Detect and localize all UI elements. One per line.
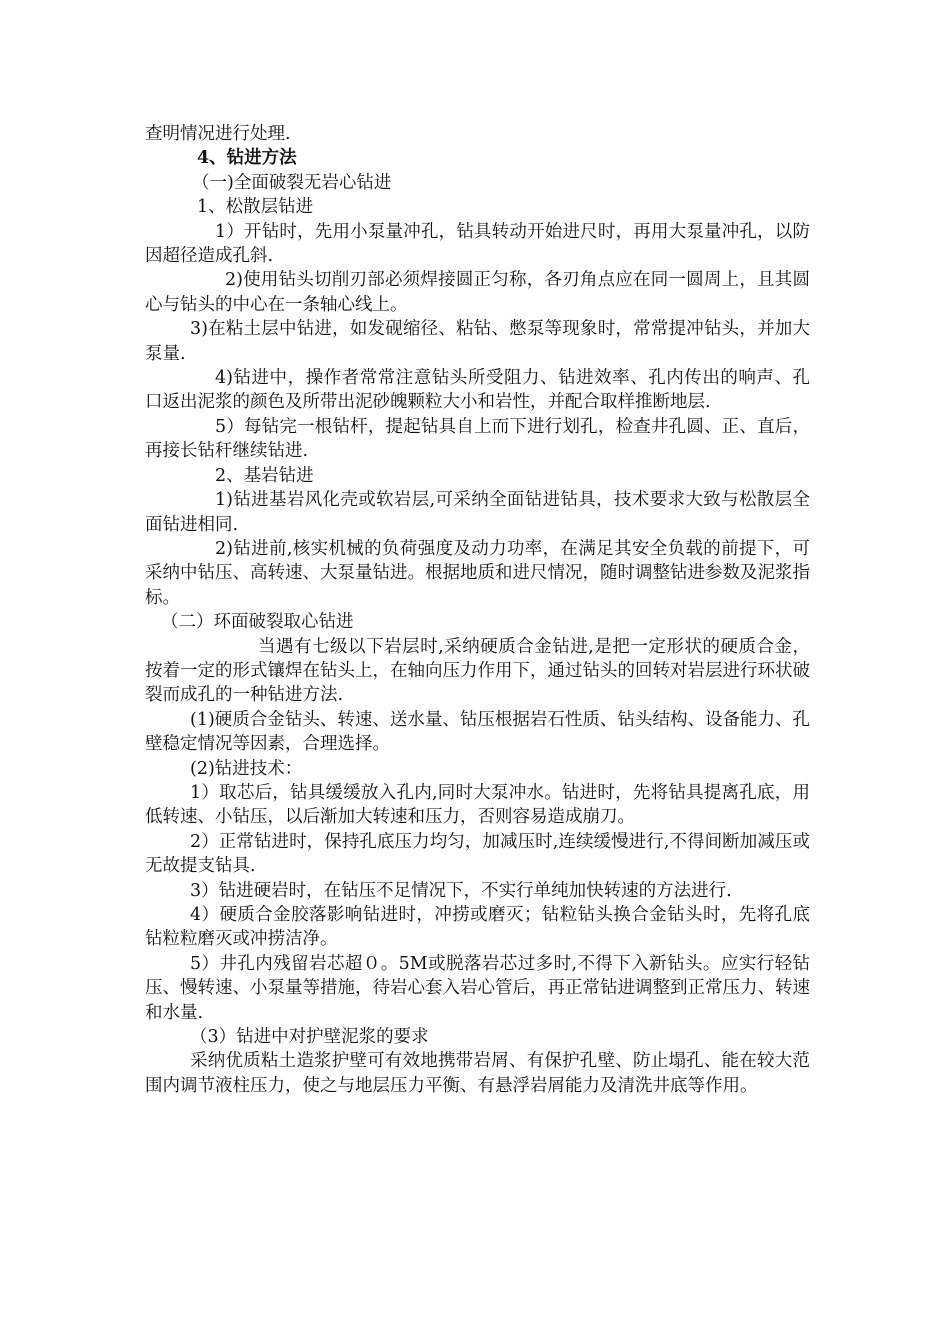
paragraph: 1、松散层钻进 bbox=[197, 197, 314, 218]
paragraph: 2)使用钻头切削刃部必须焊接圆正匀称，各刃角点应在同一圆周上，且其圆心与钻头的中心在一条轴心线上。 bbox=[145, 270, 810, 315]
paragraph: (1)硬质合金钻头、转速、送水量、钻压根据岩石性质、钻头结构、设备能力、孔壁稳定情况等因素，合理选择。 bbox=[145, 709, 810, 755]
paragraph: 1）取芯后，钻具缓缓放入孔内,同时大泵冲水。钻进时，先将钻具提离孔底，用低转速、小钻压，以后渐加大转速和压力，否则容易造成崩刀。 bbox=[145, 782, 810, 828]
section-heading: 4、钻进方法 bbox=[197, 148, 297, 169]
paragraph: 1）开钻时，先用小泵量冲孔，钻具转动开始进尺时，再用大泵量冲孔，以防因超径造成孔斜. bbox=[145, 221, 810, 267]
paragraph: （3）钻进中对护壁泥浆的要求 bbox=[190, 1027, 429, 1048]
paragraph: （二）环面破裂取心钻进 bbox=[161, 612, 354, 633]
paragraph: （一)全面破裂无岩心钻进 bbox=[192, 172, 392, 193]
paragraph: 2）正常钻进时，保持孔底压力均匀，加减压时,连续缓慢进行,不得间断加减压或无故提支钻具. bbox=[145, 831, 810, 877]
paragraph: 采纳优质粘土造浆护壁可有效地携带岩屑、有保护孔壁、防止塌孔、能在较大范围内调节液柱压力，使之与地层压力平衡、有悬浮岩屑能力及清洗井底等作用。 bbox=[145, 1051, 810, 1096]
paragraph: (2)钻进技术： bbox=[190, 758, 303, 779]
paragraph: 当遇有七级以下岩层时,采纳硬质合金钻进,是把一定形状的硬质合金，按着一定的形式镶焊在钻头上，在轴向压力作用下，通过钻头的回转对岩层进行环状破裂而成孔的一种钻进方法. bbox=[145, 636, 810, 706]
paragraph: 4)钻进中，操作者常常注意钻头所受阻力、钻进效率、孔内传出的响声、孔口返出泥浆的颜色及所带出泥砂魄颗粒大小和岩性，并配合取样推断地层. bbox=[145, 368, 810, 413]
paragraph: 查明情况进行处理. bbox=[145, 124, 291, 144]
document-body bbox=[145, 122, 810, 1098]
paragraph: 3)在粘土层中钻进，如发砚缩径、粘钻、憋泵等现象时，常常提冲钻头，并加大泵量. bbox=[145, 319, 810, 364]
paragraph: 5）每钻完一根钻杆，提起钻具自上而下进行划孔，检查井孔圆、正、直后，再接长钻秆继续钻进. bbox=[145, 416, 810, 462]
paragraph: 3）钻进硬岩时，在钻压不足情况下，不实行单纯加快转速的方法进行. bbox=[190, 880, 732, 901]
paragraph: 1)钻进基岩风化壳或软岩层,可采纳全面钻进钻具，技术要求大致与松散层全面钻进相同. bbox=[145, 490, 810, 535]
paragraph: 2)钻进前,核实机械的负荷强度及动力功率，在满足其安全负载的前提下，可采纳中钻压、高转速、大泵量钻进。根据地质和进尺情况，随时调整钻进参数及泥浆指标。 bbox=[145, 538, 810, 608]
paragraph: 2、基岩钻进 bbox=[215, 465, 314, 486]
paragraph: 5）井孔内残留岩芯超０。5M或脱落岩芯过多时,不得下入新钻头。应实行轻钻压、慢转速、小泵量等措施，待岩心套入岩心管后，再正常钻进调整到正常压力、转速和水量. bbox=[145, 953, 810, 1023]
paragraph: 4）硬质合金胶落影响钻进时，冲捞或磨灭；钻粒钻头换合金钻头时，先将孔底钻粒粒磨灭或冲捞洁净。 bbox=[145, 905, 810, 950]
